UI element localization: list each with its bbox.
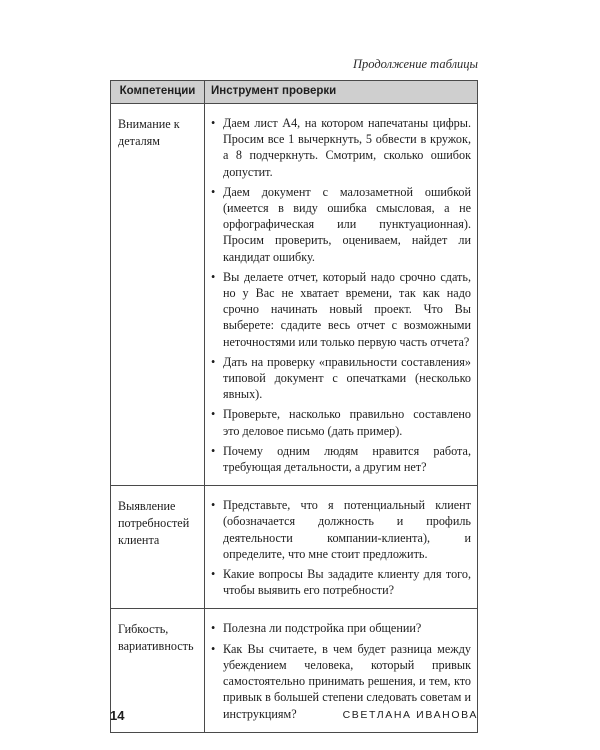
column-header-competence: Компетенции (111, 81, 205, 104)
bullet-icon: • (211, 354, 216, 369)
bullet-icon: • (211, 116, 216, 130)
bullet-icon: • (211, 443, 216, 458)
competence-cell: Выявление потребностей клиента (111, 486, 205, 609)
list-item-text: Дать на проверку «правильности составления» типовой документ с опечатками (несколько явных). (223, 354, 471, 402)
list-item (211, 269, 471, 350)
list-item-text: Проверьте, насколько правильно составлено это деловое письмо (дать пример). (223, 407, 471, 438)
list-item-text: Даем лист А4, на котором напечатаны цифры. Просим все 1 вычеркнуть, 5 обвести в кружок, а 8 подчеркнуть. Смотрим, сколько ошибок допустит. (223, 116, 471, 179)
competence-cell: Гибкость, вариативность (111, 609, 205, 732)
bullet-icon: • (211, 621, 216, 636)
list-item-text: Вы делаете отчет, который надо срочно сдать, но у Вас не хватает времени, так как надо срочно начинать новый проект. Что Вы выберете: сдадите весь отчет с возможными неточностями или только первую часть отчета? (223, 269, 471, 349)
list-item (211, 184, 471, 265)
list-item (211, 443, 471, 475)
bullet-icon: • (211, 498, 216, 513)
list-item-text: Как Вы считаете, в чем будет разница между убеждением человека, который привык самостоятельно принимать решения, и тем, кто привык в большей степени следовать советам и инструкциям? (223, 641, 471, 721)
column-header-tool: Инструмент проверки (205, 81, 478, 104)
bullet-icon: • (211, 184, 216, 199)
bullet-icon: • (211, 269, 216, 284)
competence-table (110, 80, 478, 733)
list-item-text: Полезна ли подстройка при общении? (223, 621, 422, 636)
list-item-text: Представьте, что я потенциальный клиент (обозначается должность и профиль деятельности компании-клиента), и определите, что мне стоит предложить. (223, 498, 471, 561)
bullet-icon: • (211, 567, 216, 582)
table-row (111, 486, 478, 609)
list-item (211, 115, 471, 180)
list-item-text: Даем документ с малозаметной ошибкой (имеется в виду ошибка смысловая, а не орфографическая или пунктуационная). Просим проверить, оцениваем, найдет ли кандидат ошибку. (223, 184, 471, 264)
table-header-row (111, 81, 478, 104)
bullet-icon: • (211, 641, 216, 656)
table-row (111, 104, 478, 486)
tool-cell (205, 104, 478, 486)
continuation-caption: Продолжение таблицы (352, 57, 478, 71)
list-item (211, 354, 471, 403)
bullet-icon: • (211, 407, 216, 422)
list-item (211, 620, 471, 636)
page-number: 14 (110, 708, 125, 723)
tool-cell (205, 486, 478, 609)
list-item-text: Почему одним людям нравится работа, требующая детальности, а другим нет? (223, 443, 471, 475)
list-item-text: Какие вопросы Вы зададите клиенту для того, чтобы выявить его потребности? (223, 567, 471, 598)
list-item (211, 566, 471, 598)
competence-cell: Внимание к деталям (111, 104, 205, 486)
list-item (211, 406, 471, 438)
running-footer-author: СВЕТЛАНА ИВАНОВА (342, 709, 478, 721)
list-item (211, 497, 471, 562)
